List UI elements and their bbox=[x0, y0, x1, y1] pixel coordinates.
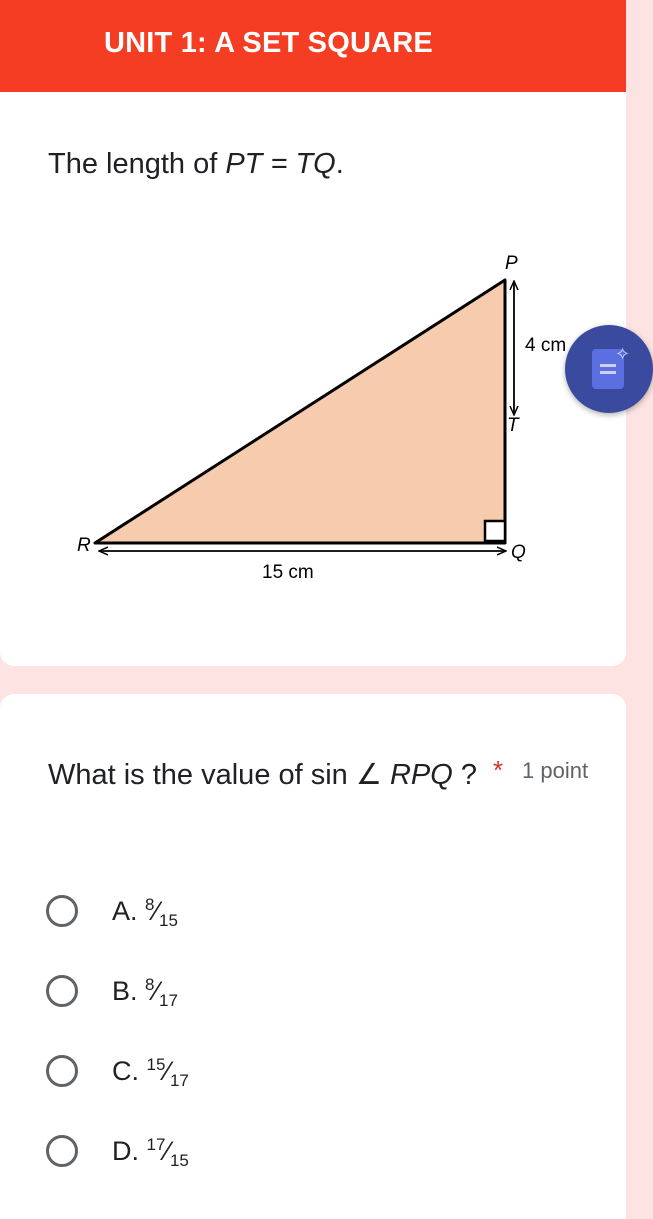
option-numerator: 8 bbox=[145, 975, 155, 994]
description-suffix: . bbox=[335, 148, 344, 180]
option-letter: A. bbox=[112, 896, 138, 926]
option-denominator: 15 bbox=[169, 1151, 189, 1170]
rq-length-label: 15 cm bbox=[262, 562, 314, 583]
option-numerator: 17 bbox=[146, 1135, 166, 1154]
form-header bbox=[0, 0, 626, 92]
required-marker: * bbox=[493, 755, 504, 785]
sparkle-icon: ✧ bbox=[615, 344, 631, 364]
form-title: UNIT 1: A SET SQUARE bbox=[104, 27, 433, 59]
option-a-label[interactable]: A. $^8⁄_{15}$ bbox=[112, 895, 178, 930]
option-b-label[interactable]: B. $^8⁄_{17}$ bbox=[112, 975, 178, 1010]
radio-button-b[interactable] bbox=[46, 975, 78, 1007]
vertex-p-label: P bbox=[505, 253, 518, 274]
option-d-label[interactable]: D. $^{17}⁄_{15}$ bbox=[112, 1135, 189, 1170]
description-text bbox=[48, 148, 344, 181]
option-letter: D. bbox=[112, 1136, 139, 1166]
description-prefix: The length of bbox=[48, 148, 226, 180]
option-letter: B. bbox=[112, 976, 138, 1006]
vertex-q-label: Q bbox=[511, 542, 526, 563]
question-suffix: ? bbox=[452, 759, 477, 791]
right-angle-marker bbox=[485, 521, 505, 541]
description-math: PT = TQ bbox=[225, 148, 336, 180]
triangle-shape bbox=[95, 280, 505, 543]
radio-button-d[interactable] bbox=[46, 1135, 78, 1167]
triangle-figure bbox=[0, 230, 626, 590]
question-points: 1 point bbox=[522, 758, 589, 783]
option-denominator: 15 bbox=[159, 911, 178, 930]
option-numerator: 15 bbox=[146, 1055, 166, 1074]
radio-button-c[interactable] bbox=[46, 1055, 78, 1087]
radio-button-a[interactable] bbox=[46, 895, 78, 927]
question-math: RPQ bbox=[389, 759, 453, 791]
option-denominator: 17 bbox=[159, 991, 178, 1010]
vertex-t-label: T bbox=[507, 415, 519, 436]
floating-assistant-button[interactable] bbox=[565, 325, 653, 413]
pt-length-label: 4 cm bbox=[525, 335, 567, 356]
option-denominator: 17 bbox=[169, 1071, 189, 1090]
question-prefix: What is the value of sin ∠ bbox=[48, 759, 390, 791]
option-letter: C. bbox=[112, 1056, 139, 1086]
option-numerator: 8 bbox=[145, 895, 155, 914]
vertex-r-label: R bbox=[77, 535, 91, 556]
question-text bbox=[48, 752, 488, 798]
option-c-label[interactable]: C. $^{15}⁄_{17}$ bbox=[112, 1055, 189, 1090]
